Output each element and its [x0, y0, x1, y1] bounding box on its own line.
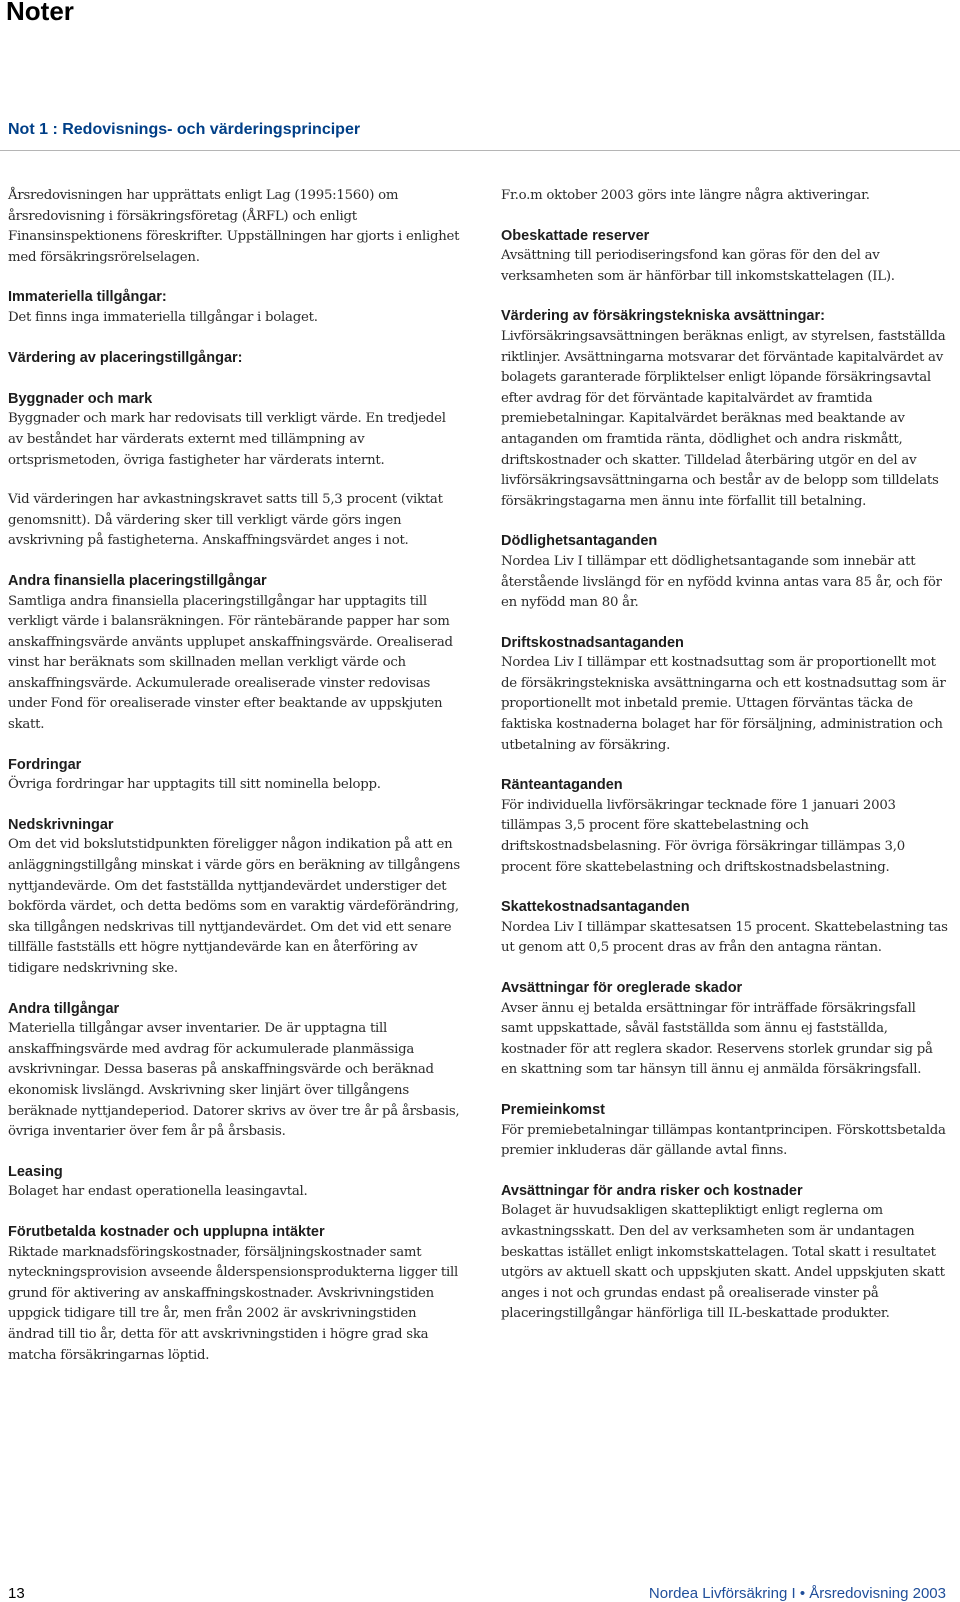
fst-text: Livförsäkringsavsättningen beräknas enligt, av styrelsen, fastställda riktlinjer. Avsättningarna motsvarar det förväntade kapitalvärdet av bolagets garanterade förpliktelser enligt löpande försäkringsavtal efter avdrag för det förväntade kapitalvärdet av framtida premiebetalningar. Kapitalvärdet beräknas med beaktande av antaganden om framtida ränta, dödlighet och andra riskmått, driftskostnader och skatter. Tilldelad återbäring utgör en del av livförsäkringsavsättningarna och består av de belopp som tilldelats försäkringstagarna men ännu inte förfallit till betalning. [501, 328, 946, 509]
immateriella-text: Det finns inga immateriella tillgångar i bolaget. [8, 309, 318, 325]
forutbetalda-section [8, 1222, 463, 1366]
forutbetalda-text: Riktade marknadsföringskostnader, försäljningskostnader samt nyteckningsprovision avseende ålderspensionsprodukterna ligger till grund för aktivering av anskaffningskostnader. Avskrivningstiden uppgick tidigare till tre år, men från 2002 är avskrivningstiden ändrad till tio år, detta för att avskrivningstiden i högre grad ska matcha försäkringarnas löptid. [8, 1244, 458, 1363]
page-title: Noter [6, 0, 74, 26]
obeskattade-heading: Obeskattade reserver [501, 227, 650, 244]
andra-risker-section [501, 1181, 951, 1325]
skatt-heading: Skattekostnadsantaganden [501, 899, 690, 916]
dodlighet-text: Nordea Liv I tillämpar ett dödlighetsantagande som innebär att återstående livslängd för en nyfödd kvinna antas vara 85 år, och för en nyfödd man 80 år. [501, 553, 942, 611]
drift-heading: Driftskostnadsantaganden [501, 634, 684, 651]
drift-text: Nordea Liv I tillämpar ett kostnadsuttag som är proportionellt mot de försäkringstekniska avsättningarna och ett kostnadsuttag som är proportionellt mot inbetald premie. Uttagen förväntas täcka de faktiska kostnaderna bolaget har för försäljning, administration och utbetalning av försäkring. [501, 655, 946, 753]
premie-section [501, 1100, 951, 1162]
andra-tillgangar-text: Materiella tillgångar avser inventarier. De är upptagna till anskaffningsvärde med avdrag för ackumulerade planmässiga avskrivningar. Dessa baseras på anskaffningsvärde och beräknad ekonomisk livslängd. Avskrivning sker linjärt över tillgångens beräknade nyttjandeperiod. Datorer skrivs av över tre år på årsbasis, övriga inventarier över fem år på årsbasis. [8, 1021, 460, 1140]
premie-heading: Premieinkomst [501, 1101, 605, 1118]
left-column [8, 186, 463, 1385]
andra-finansiella-heading: Andra finansiella placeringstillgångar [8, 572, 267, 589]
divider [0, 150, 960, 151]
skatt-text: Nordea Liv I tillämpar skattesatsen 15 procent. Skattebelastning tas ut genom att 0,5 procent dras av från den antagna räntan. [501, 919, 948, 956]
skatt-section [501, 897, 951, 959]
premie-text: För premiebetalningar tillämpas kontantprincipen. Förskottsbetalda premier inkluderas där gällande avtal finns. [501, 1122, 946, 1159]
andra-finansiella-section [8, 571, 463, 736]
andra-finansiella-text: Samtliga andra finansiella placeringstillgångar har upptagits till verkligt värde i balansräkningen. För räntebärande papper har som anskaffningsvärde använts upplupet anskaffningsvärde. Orealiserad vinst har beräknats som skillnaden mellan verkligt värde och anskaffningsvärde. Ackumulerade orealiserade vinster redovisas under Fond för orealiserade vinster efter beaktande av uppskjuten skatt. [8, 593, 453, 733]
oreglerade-section [501, 978, 951, 1081]
nedskrivningar-heading: Nedskrivningar [8, 816, 114, 833]
oreglerade-text: Avser ännu ej betalda ersättningar för inträffade försäkringsfall samt uppskattade, såväl fastställda som ännu ej fastställda, kostnader för att reglera skador. Reservens storlek grundar sig på en skattning som tar hänsyn till ännu ej anmälda försäkringsfall. [501, 1000, 933, 1078]
right-column [501, 186, 951, 1344]
obeskattade-section [501, 226, 951, 288]
forutbetalda-heading: Förutbetalda kostnader och upplupna intäkter [8, 1223, 325, 1240]
note-title: Not 1 : Redovisnings- och värderingsprinciper [8, 121, 361, 138]
right-intro-section [501, 186, 951, 207]
intro-section [8, 186, 463, 268]
rante-section [501, 775, 951, 878]
nedskrivningar-section [8, 815, 463, 980]
placering-section [8, 348, 463, 472]
rante-heading: Ränteantaganden [501, 777, 623, 794]
andra-tillgangar-heading: Andra tillgångar [8, 1000, 120, 1017]
oreglerade-heading: Avsättningar för oreglerade skador [501, 980, 743, 996]
rante-text: För individuella livförsäkringar tecknade före 1 januari 2003 tillämpas 3,5 procent före skattebelastning och driftskostnadsbelasning. För övriga försäkringar tillämpas 3,0 procent före skattebelastning och driftskostnadsbelastning. [501, 797, 905, 875]
andra-tillgangar-section [8, 999, 463, 1143]
nedskrivningar-text: Om det vid bokslutstidpunkten föreligger någon indikation på att en anläggningstillgång minskat i värde görs en beräkning av tillgångens nyttjandevärde. Om det fastställda nyttjandevärdet understiger det bokförda värdet, och detta bedöms som en varaktig värdeförändring, ska tillgången nedskrivas till nyttjandevärdet. Om det vid ett senare tillfälle fastställs ett högre nyttjandevärde kan en återföring av tidigare nedskrivning ske. [8, 837, 460, 976]
leasing-text: Bolaget har endast operationella leasingavtal. [8, 1184, 308, 1200]
immateriella-section [8, 287, 463, 328]
leasing-heading: Leasing [8, 1163, 63, 1180]
footer-publication-title: Nordea Livförsäkring I • Årsredovisning 2003 [648, 1585, 946, 1602]
avkastning-text: Vid värderingen har avkastningskravet satts till 5,3 procent (viktat genomsnitt). Då värdering sker till verkligt värde görs ingen avskrivning på fastigheterna. Anskaffningsvärdet anges i not. [8, 492, 443, 549]
placering-heading: Värdering av placeringstillgångar: [8, 349, 243, 366]
fst-heading: Värdering av försäkringstekniska avsättningar: [501, 308, 825, 325]
andra-risker-text: Bolaget är huvudsakligen skattepliktigt enligt reglerna om avkastningsskatt. Den del av verksamheten som är undantagen beskattas istället enligt inkomstskattelagen. Total skatt i resultatet utgörs av aktuell skatt och uppskjuten skatt. Andel uppskjuten skatt anges i not och grundas endast på orealiserade vinster på placeringstillgångar hänförliga till IL-beskattade produkter. [501, 1203, 945, 1322]
avkastning-section [8, 490, 463, 552]
dodlighet-section [501, 531, 951, 613]
fst-section [501, 306, 951, 512]
byggnader-text: Byggnader och mark har redovisats till verkligt värde. En tredjedel av beståndet har värderats externt med tillämpning av ortsprismetoden, övriga fastigheter har värderats internt. [8, 411, 446, 468]
leasing-section [8, 1162, 463, 1203]
dodlighet-heading: Dödlighetsantaganden [501, 533, 658, 550]
page-number: 13 [8, 1585, 25, 1602]
obeskattade-text: Avsättning till periodiseringsfond kan göras för den del av verksamheten som är hänförbar till inkomstskattelagen (IL). [501, 248, 895, 284]
fordringar-section [8, 755, 463, 796]
fordringar-heading: Fordringar [8, 756, 82, 773]
fordringar-text: Övriga fordringar har upptagits till sitt nominella belopp. [8, 777, 381, 793]
immateriella-heading: Immateriella tillgångar: [8, 289, 167, 306]
right-intro-text: Fr.o.m oktober 2003 görs inte längre några aktiveringar. [501, 188, 870, 203]
byggnader-heading: Byggnader och mark [8, 390, 153, 407]
intro-text: Årsredovisningen har upprättats enligt Lag (1995:1560) om årsredovisning i försäkringsföretag (ÅRFL) och enligt Finansinspektionens föreskrifter. Uppställningen har gjorts i enlighet med försäkringsrörelselagen. [8, 188, 460, 265]
andra-risker-heading: Avsättningar för andra risker och kostnader [501, 1182, 803, 1199]
drift-section [501, 633, 951, 757]
